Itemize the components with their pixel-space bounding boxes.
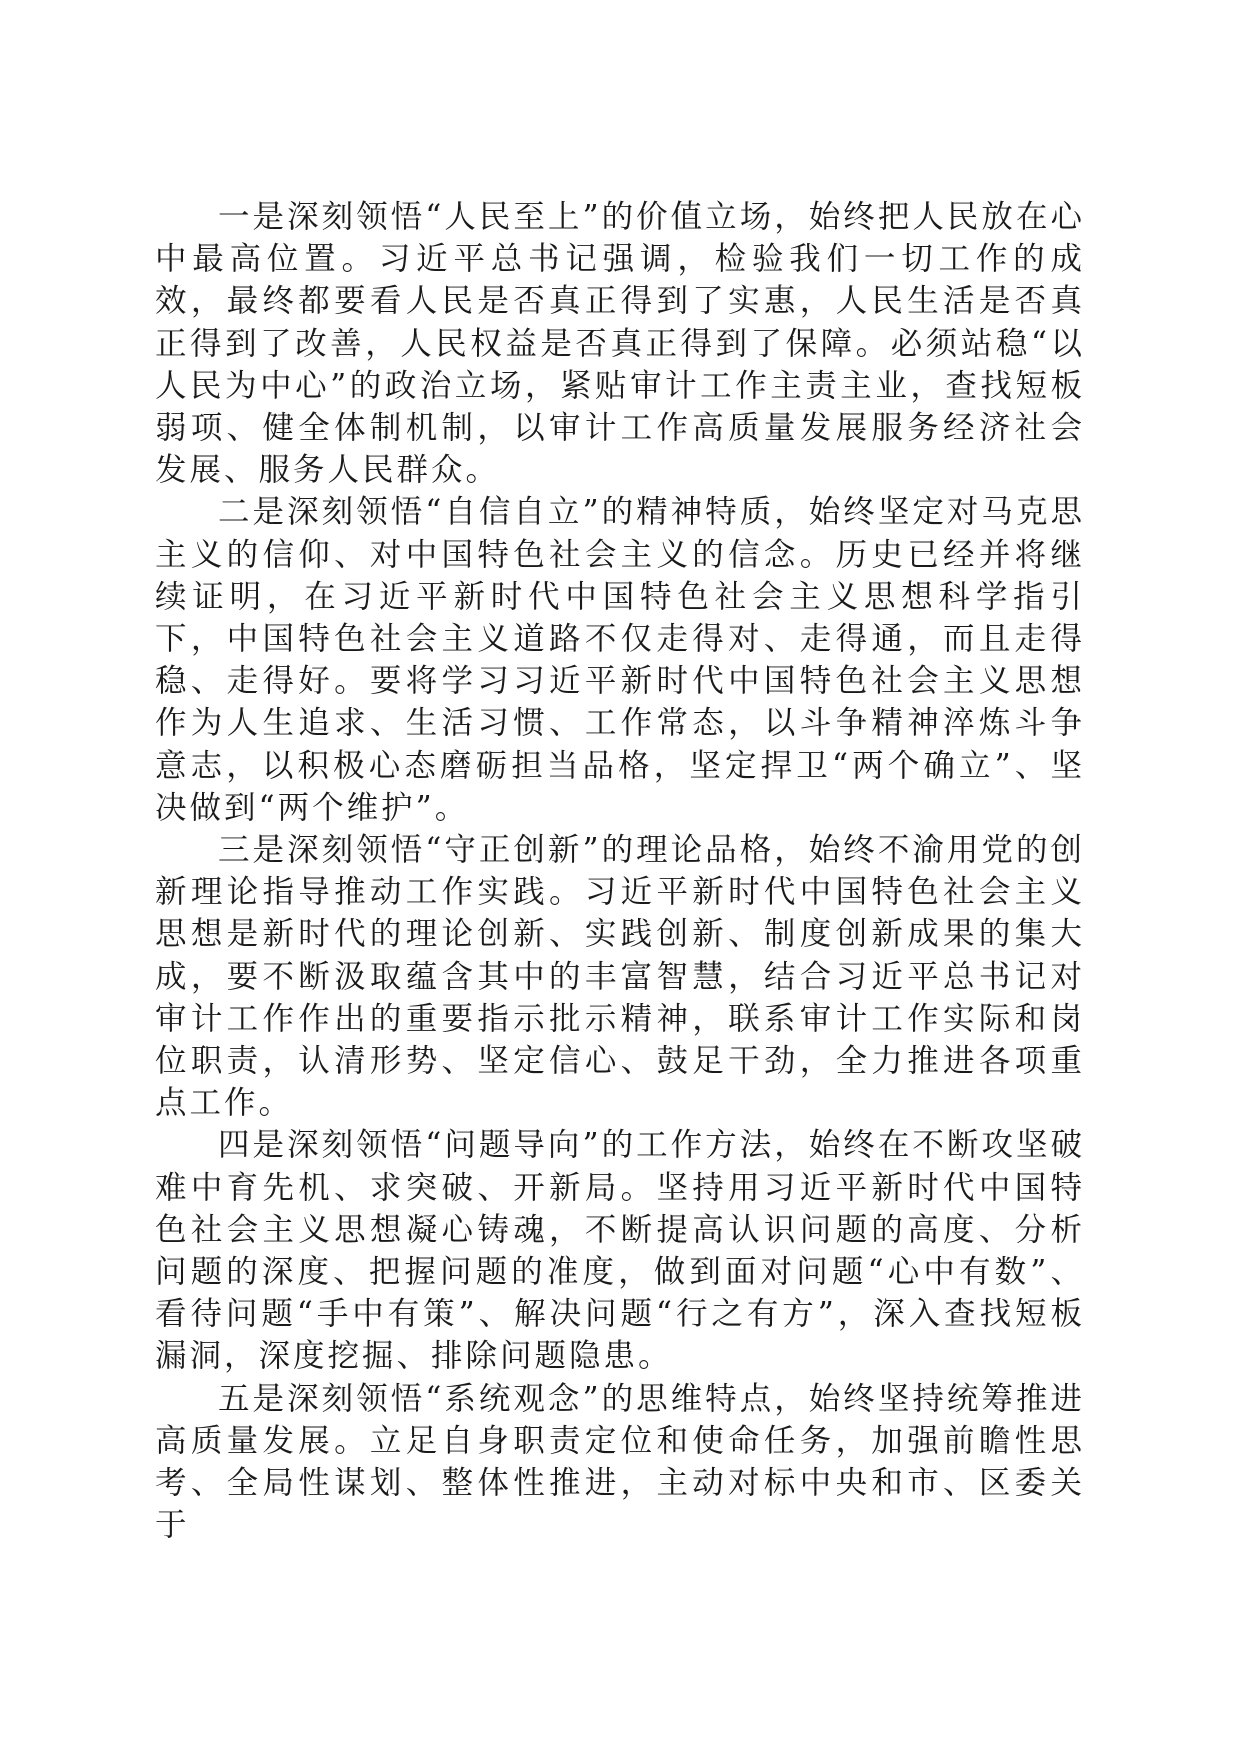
paragraph-innovation: 三是深刻领悟“守正创新”的理论品格，始终不渝用党的创新理论指导推动工作实践。习近平新时代中国特色社会主义思想是新时代的理论创新、实践创新、制度创新成果的集大成，要不断汲取蕴含其中的丰富智慧，结合习近平总书记对审计工作作出的重要指示批示精神，联系审计工作实际和岗位职责，认清形势、坚定信心、鼓足干劲，全力推进各项重点工作。 xyxy=(155,832,1085,1122)
paragraph-systems-thinking: 五是深刻领悟“系统观念”的思维特点，始终坚持统筹推进高质量发展。立足自身职责定位和使命任务，加强前瞻性思考、全局性谋划、整体性推进，主动对标中央和市、区委关于 xyxy=(155,1380,1085,1544)
paragraph-self-confidence: 二是深刻领悟“自信自立”的精神特质，始终坚定对马克思主义的信仰、对中国特色社会主义的信念。历史已经并将继续证明，在习近平新时代中国特色社会主义思想科学指引下，中国特色社会主义道路不仅走得对、走得通，而且走得稳、走得好。要将学习习近平新时代中国特色社会主义思想作为人生追求、生活习惯、工作常态，以斗争精神淬炼斗争意志，以积极心态磨砺担当品格，坚定捍卫“两个确立”、坚决做到“两个维护”。 xyxy=(155,494,1085,826)
paragraph-people-first: 一是深刻领悟“人民至上”的价值立场，始终把人民放在心中最高位置。习近平总书记强调，检验我们一切工作的成效，最终都要看人民是否真正得到了实惠，人民生活是否真正得到了改善，人民权益是否真正得到了保障。必须站稳“以人民为中心”的政治立场，紧贴审计工作主责主业，查找短板弱项、健全体制机制，以审计工作高质量发展服务经济社会发展、服务人民群众。 xyxy=(155,199,1085,489)
document-body xyxy=(155,196,1085,1547)
paragraph-problem-oriented: 四是深刻领悟“问题导向”的工作方法，始终在不断攻坚破难中育先机、求突破、开新局。坚持用习近平新时代中国特色社会主义思想凝心铸魂，不断提高认识问题的高度、分析问题的深度、把握问题的准度，做到面对问题“心中有数”、看待问题“手中有策”、解决问题“行之有方”，深入查找短板漏洞，深度挖掘、排除问题隐患。 xyxy=(155,1127,1085,1375)
